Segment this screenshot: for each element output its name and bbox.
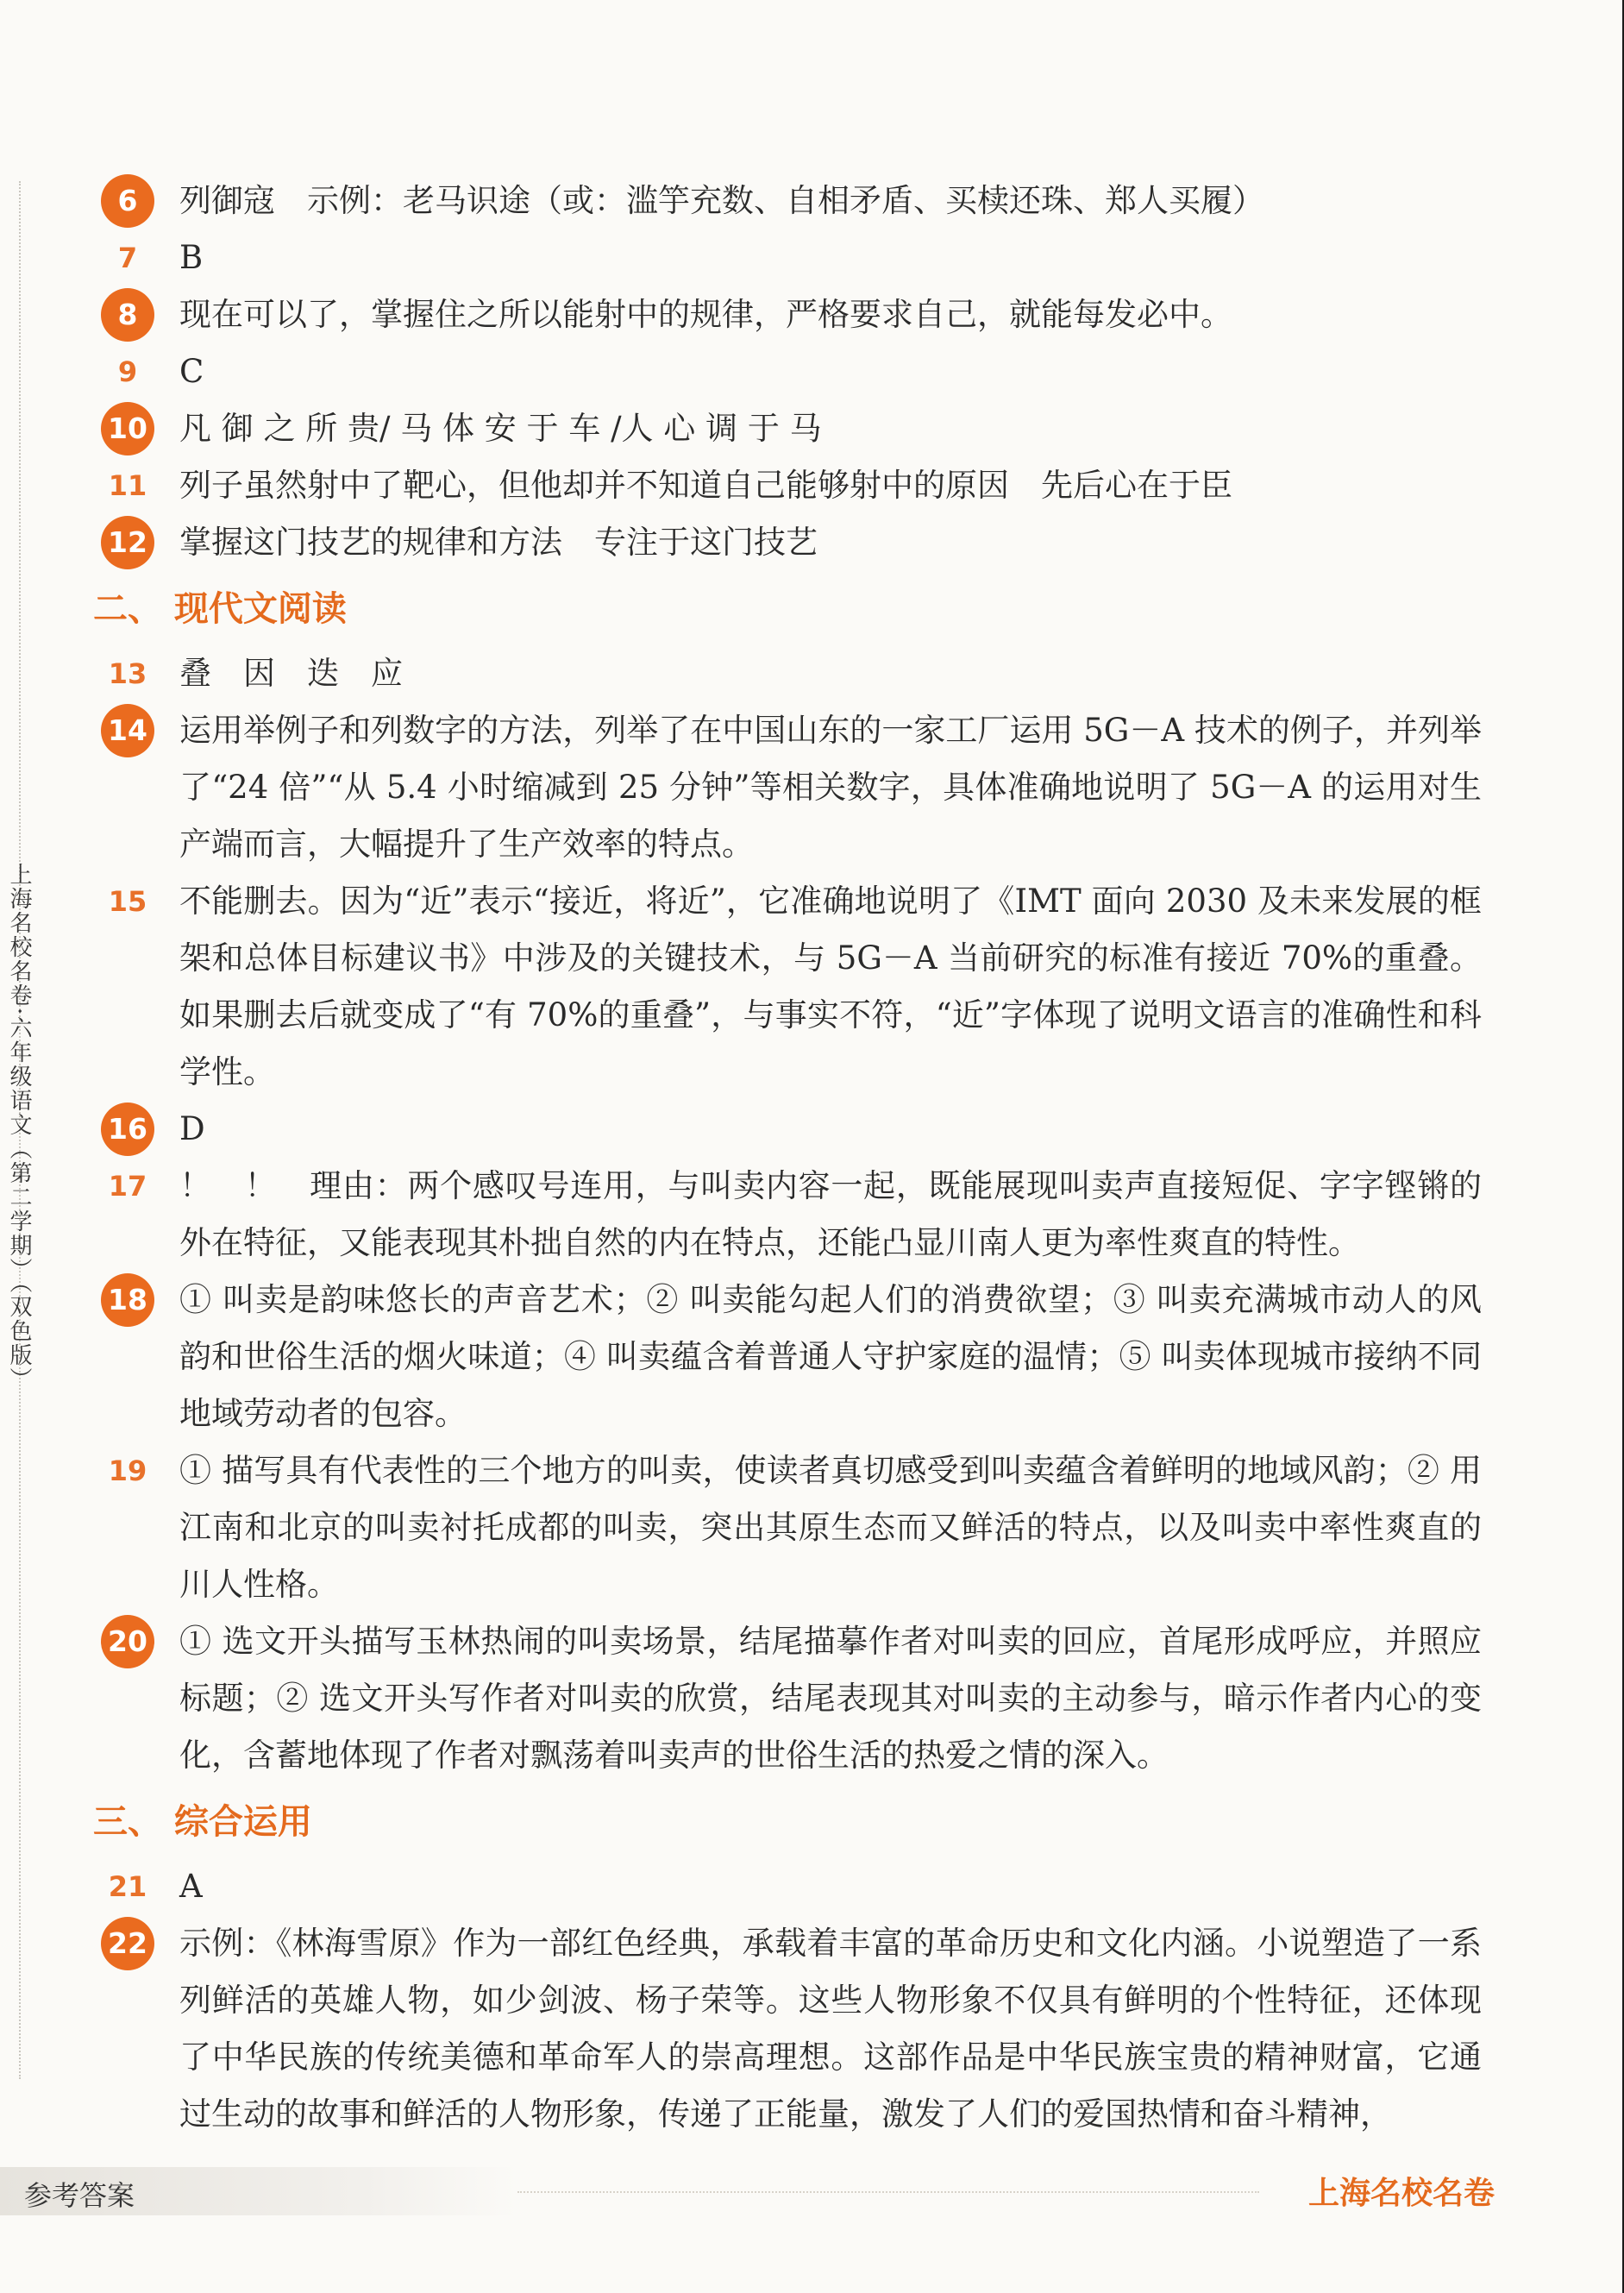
answer-list-part2 [93,645,1482,1784]
answer-text: A [179,1868,203,1905]
question-number-badge [93,286,162,342]
answer-item [93,1158,1482,1272]
answer-text: 掌握这门技艺的规律和方法 专注于这门技艺 [179,524,818,561]
answer-item [93,457,1482,514]
question-number-label: 7 [117,242,138,274]
answer-content [93,173,1482,2143]
question-number-label: 14 [101,704,154,757]
question-number [93,1158,162,1215]
question-number [93,343,162,400]
question-number [93,1858,162,1915]
answer-item [93,343,1482,400]
footer-brand: 上海名校名卷 [1307,2176,1495,2211]
question-number-badge [93,173,162,228]
question-number-label: 16 [101,1103,154,1156]
question-number [93,645,162,702]
answer-text: 不能删去。因为“近”表示“接近，将近”，它准确地说明了《IMT 面向 2030 及未来发展的框架和总体目标建议书》中涉及的关键技术，与 5G－A 当前研究的标准有接近 70%的重叠。如果删去后就变成了“有 70%的重叠”，与事实不符，“近”字体现了说明文语言的准确性和科学性。 [179,883,1482,1090]
section-heading-comprehensive: 三、 综合运用 [93,1802,312,1842]
answer-text: 现在可以了，掌握住之所以能射中的规律，严格要求自己，就能每发必中。 [179,296,1232,333]
question-number-label: 11 [108,469,147,502]
answer-item [93,286,1482,343]
question-number [93,873,162,930]
question-number-label: 18 [101,1273,154,1327]
question-number-label: 15 [108,885,147,918]
answer-text: 示例：《林海雪原》作为一部红色经典，承载着丰富的革命历史和文化内涵。小说塑造了一系列鲜活的英雄人物，如少剑波、杨子荣等。这些人物形象不仅具有鲜明的个性特征，还体现了中华民族的传统美德和革命军人的崇高理想。这部作品是中华民族宝贵的精神财富，它通过生动的故事和鲜活的人物形象，传递了正能量，激发了人们的爱国热情和奋斗精神， [179,1925,1482,2133]
answer-item [93,1858,1482,1915]
question-number-label: 12 [101,516,154,569]
answer-item [93,1272,1482,1442]
answer-text: 叠 因 迭 应 [179,655,403,692]
answer-item [93,1915,1482,2143]
question-number-badge [93,702,162,757]
question-number-label: 6 [101,174,154,228]
answer-item [93,1613,1482,1784]
answer-list-part1 [93,173,1482,571]
question-number-label: 22 [101,1917,154,1970]
question-number-label: 13 [108,657,147,690]
answer-text: 列御寇 示例：老马识途（或：滥竽充数、自相矛盾、买椟还珠、郑人买履） [179,182,1264,219]
question-number-label: 20 [101,1615,154,1668]
question-number [93,457,162,514]
answer-text: ！ ！ 理由：两个感叹号连用，与叫卖内容一起，既能展现叫卖声直接短促、字字铿锵的外在特征，又能表现其朴拙自然的内在特点，还能凸显川南人更为率性爽直的特性。 [179,1167,1482,1261]
answer-item [93,1101,1482,1158]
question-number-badge [93,400,162,455]
question-number-label: 17 [108,1170,147,1203]
answer-list-part3 [93,1858,1482,2143]
answer-item [93,873,1482,1101]
answer-item [93,645,1482,702]
question-number [93,1442,162,1499]
answer-item [93,400,1482,457]
footer-tab [0,2167,517,2215]
footer-left-label: 参考答案 [24,2179,135,2212]
answer-item [93,173,1482,229]
answer-text: ① 描写具有代表性的三个地方的叫卖，使读者真切感受到叫卖蕴含着鲜明的地域风韵；② 用江南和北京的叫卖衬托成都的叫卖，突出其原生态而又鲜活的特点，以及叫卖中率性爽直的川人性格。 [179,1452,1482,1603]
question-number-label: 10 [101,402,154,455]
answer-text: 列子虽然射中了靶心，但他却并不知道自己能够射中的原因 先后心在于臣 [179,467,1232,504]
answer-text: 凡 御 之 所 贵/ 马 体 安 于 车 /人 心 调 于 马 [179,410,822,447]
question-number-badge [93,1915,162,1970]
question-number-label: 19 [108,1454,147,1487]
answer-text: ① 选文开头描写玉林热闹的叫卖场景，结尾描摹作者对叫卖的回应，首尾形成呼应，并照应标题；② 选文开头写作者对叫卖的欣赏，结尾表现其对叫卖的主动参与，暗示作者内心的变化，含蓄地体现了作者对飘荡着叫卖声的世俗生活的热爱之情的深入。 [179,1623,1482,1774]
question-number-label: 21 [108,1870,147,1903]
answer-text: C [179,353,204,390]
answer-text: 运用举例子和列数字的方法，列举了在中国山东的一家工厂运用 5G－A 技术的例子，并列举了“24 倍”“从 5.4 小时缩减到 25 分钟”等相关数字，具体准确地说明了 5G－A 的运用对生产端而言，大幅提升了生产效率的特点。 [179,712,1482,863]
question-number-label: 8 [101,288,154,342]
page-edge [1619,0,1624,2293]
question-number-label: 9 [117,355,138,388]
question-number-badge [93,514,162,569]
question-number-badge [93,1613,162,1668]
answer-text: D [179,1110,205,1147]
answer-item [93,514,1482,571]
answer-item [93,229,1482,286]
answer-item [93,702,1482,873]
answer-item [93,1442,1482,1613]
question-number-badge [93,1272,162,1327]
question-number-badge [93,1101,162,1156]
side-label: 上海名校名卷·六年级语文（第二学期）（双色版） [6,863,32,1392]
question-number [93,229,162,286]
answer-text: ① 叫卖是韵味悠长的声音艺术；② 叫卖能勾起人们的消费欲望；③ 叫卖充满城市动人的风韵和世俗生活的烟火味道；④ 叫卖蕴含着普通人守护家庭的温情；⑤ 叫卖体现城市接纳不同地域劳动者的包容。 [179,1281,1482,1432]
footer-dotted-line [517,2191,1259,2193]
answer-text: B [179,239,204,276]
section-heading-modern-reading: 二、 现代文阅读 [93,589,347,629]
